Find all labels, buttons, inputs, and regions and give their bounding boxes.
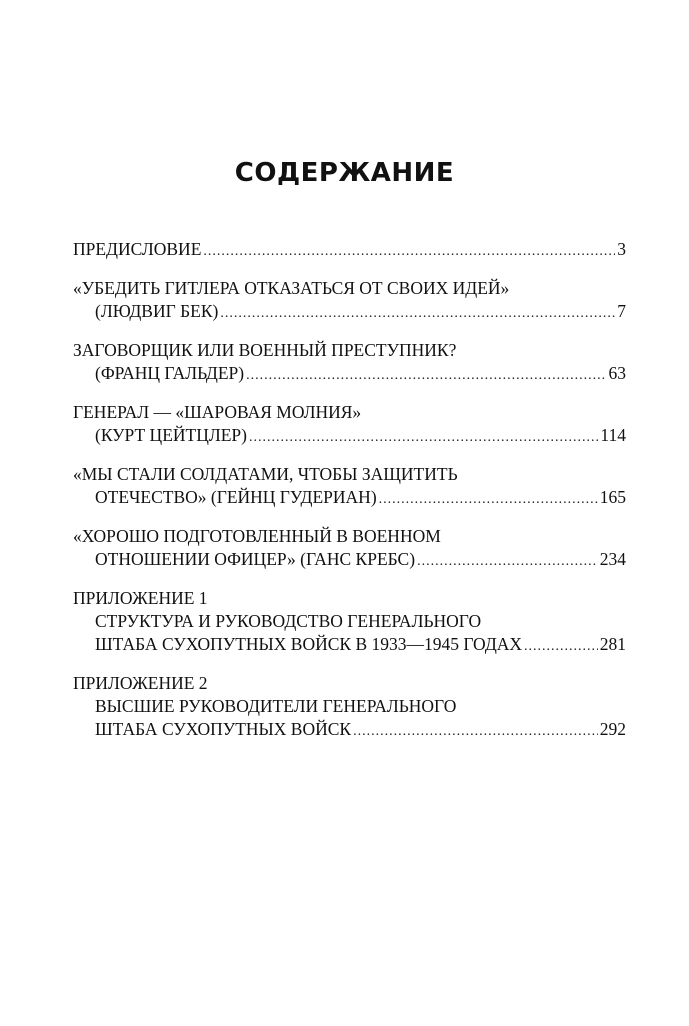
toc-entry-guderian[interactable] (73, 463, 626, 511)
dot-leader (249, 426, 598, 449)
toc-entry-line (73, 362, 626, 387)
dot-leader (379, 488, 598, 511)
page-number: 292 (599, 719, 626, 739)
toc-entry-subtitle: ОТНОШЕНИИ ОФИЦЕР» (ГАНС КРЕБС) (95, 549, 416, 569)
toc-entry-subtitle: (ФРАНЦ ГАЛЬДЕР) (95, 363, 245, 383)
toc-entry-subtitle: ОТЕЧЕСТВО» (ГЕЙНЦ ГУДЕРИАН) (95, 487, 377, 507)
toc-entry-beck[interactable] (73, 277, 626, 325)
dot-leader (220, 302, 615, 325)
dot-leader (524, 635, 598, 658)
page-number: 165 (599, 487, 626, 507)
page-number: 114 (600, 425, 626, 445)
toc-entry-line (73, 238, 626, 263)
toc-entry-line (73, 486, 626, 511)
toc-entry-appendix-2[interactable] (73, 672, 626, 743)
toc-entry-line (73, 300, 626, 325)
toc-entry-title: ЗАГОВОРЩИК ИЛИ ВОЕННЫЙ ПРЕСТУПНИК? (73, 340, 457, 360)
toc-entry-subtitle: ШТАБА СУХОПУТНЫХ ВОЙСК В 1933—1945 ГОДАХ (95, 634, 523, 654)
page-title: СОДЕРЖАНИЕ (234, 158, 455, 188)
toc-entry-subtitle: СТРУКТУРА И РУКОВОДСТВО ГЕНЕРАЛЬНОГО (95, 611, 482, 631)
table-of-contents (73, 238, 626, 757)
toc-entry-title: «МЫ СТАЛИ СОЛДАТАМИ, ЧТОБЫ ЗАЩИТИТЬ (73, 464, 458, 484)
page-number: 3 (617, 239, 626, 259)
toc-entry-title: ГЕНЕРАЛ — «ШАРОВАЯ МОЛНИЯ» (73, 402, 362, 422)
dot-leader (203, 240, 615, 263)
dot-leader (246, 364, 606, 387)
toc-entry-title: ПРИЛОЖЕНИЕ 2 (73, 673, 208, 693)
dot-leader (417, 550, 598, 573)
toc-entry-title: ПРИЛОЖЕНИЕ 1 (73, 588, 208, 608)
toc-entry-preface[interactable] (73, 238, 626, 263)
page-number: 234 (599, 549, 626, 569)
toc-entry-subtitle: ШТАБА СУХОПУТНЫХ ВОЙСК (95, 719, 352, 739)
dot-leader (353, 720, 598, 743)
toc-entry-title: ПРЕДИСЛОВИЕ (73, 239, 202, 259)
toc-entry-subtitle: ВЫСШИЕ РУКОВОДИТЕЛИ ГЕНЕРАЛЬНОГО (95, 696, 457, 716)
toc-entry-line (73, 548, 626, 573)
toc-entry-title: «УБЕДИТЬ ГИТЛЕРА ОТКАЗАТЬСЯ ОТ СВОИХ ИДЕЙ» (73, 278, 510, 298)
toc-entry-line (73, 718, 626, 743)
toc-entry-subtitle: (КУРТ ЦЕЙТЦЛЕР) (95, 425, 247, 445)
toc-entry-krebs[interactable] (73, 525, 626, 573)
toc-entry-subtitle: (ЛЮДВИГ БЕК) (95, 301, 219, 321)
page-number: 7 (617, 301, 626, 321)
toc-entry-title: «ХОРОШО ПОДГОТОВЛЕННЫЙ В ВОЕННОМ (73, 526, 441, 546)
toc-entry-line (73, 424, 626, 449)
page-number: 63 (608, 363, 626, 383)
toc-entry-zeitzler[interactable] (73, 401, 626, 449)
toc-entry-halder[interactable] (73, 339, 626, 387)
page-number: 281 (599, 634, 626, 654)
toc-entry-appendix-1[interactable] (73, 587, 626, 658)
toc-entry-line (73, 633, 626, 658)
